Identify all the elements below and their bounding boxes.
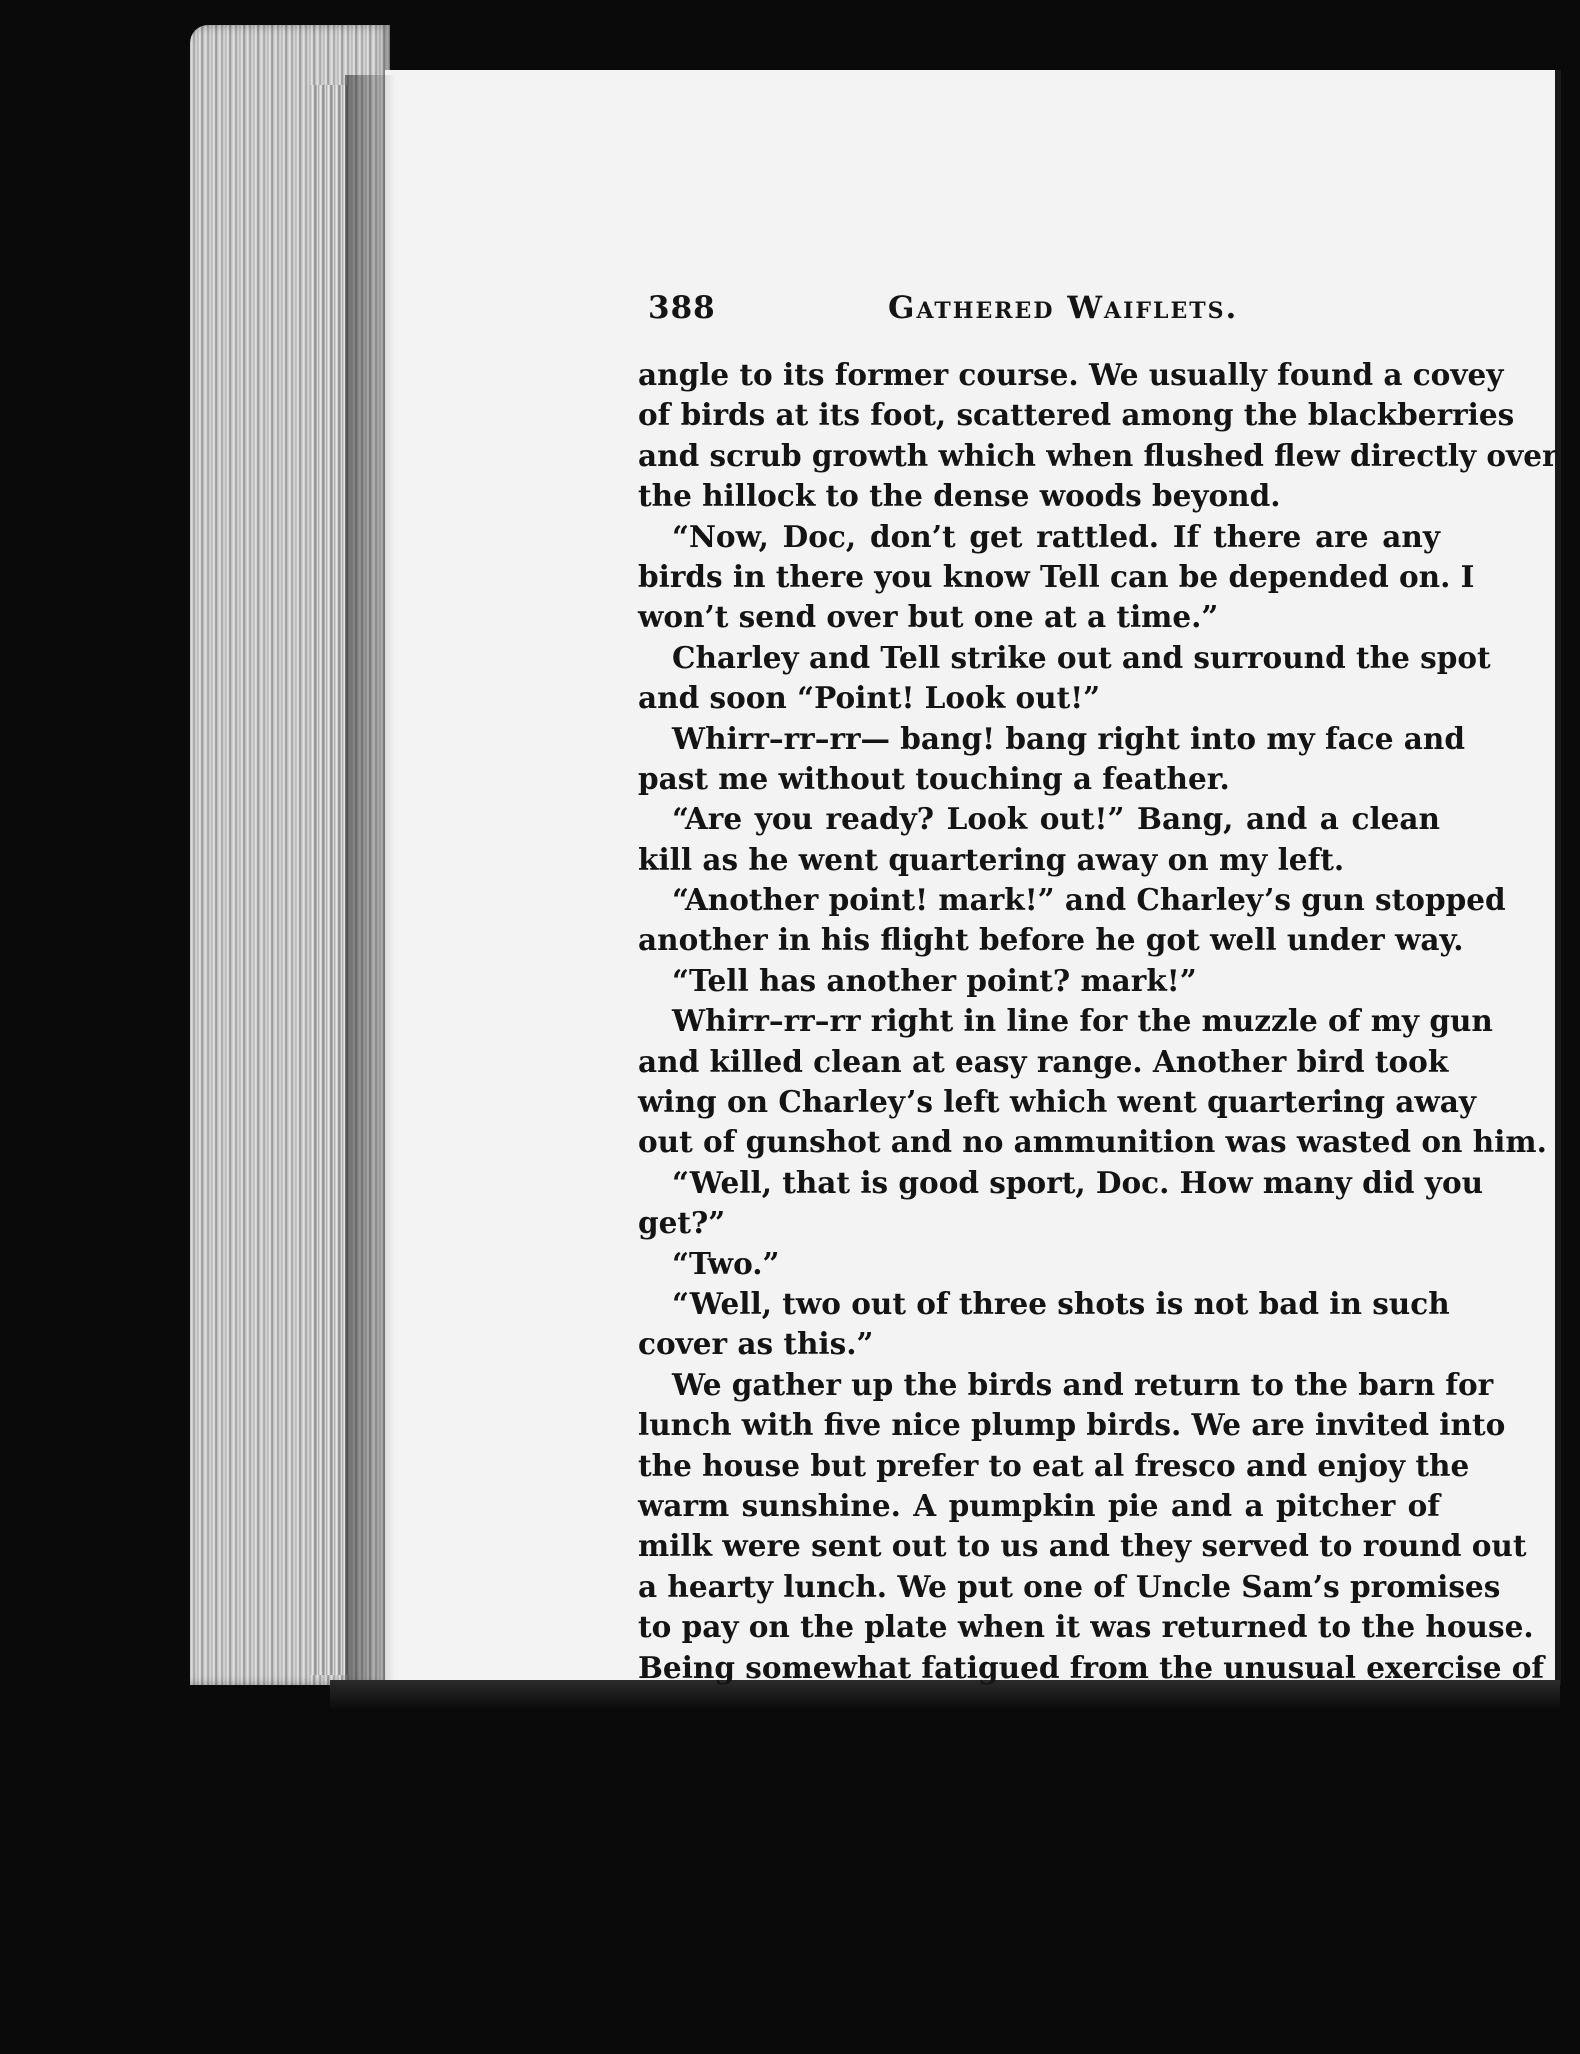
text-line: and soon “Point! Look out!” bbox=[638, 680, 1101, 716]
text-line: Being somewhat fatigued from the unusual exercise of bbox=[638, 1649, 1545, 1685]
running-title: Gathered Waiflets. bbox=[888, 290, 1239, 326]
text-line: angle to its former course. We usually found a covey bbox=[638, 357, 1504, 392]
text-line: Charley and Tell strike out and surround the spot bbox=[672, 639, 1491, 675]
text-line: a hearty lunch. We put one of Uncle Sam’s promises bbox=[638, 1568, 1501, 1604]
text-line: birds in there you know Tell can be depended on. I bbox=[638, 558, 1475, 594]
text-line: another in his flight before he got well under way. bbox=[638, 922, 1464, 958]
text-line: wing on Charley’s left which went quartering away bbox=[638, 1084, 1477, 1120]
text-line: and killed clean at easy range. Another bird took bbox=[638, 1043, 1449, 1079]
text-line: won’t send over but one at a time.” bbox=[638, 599, 1219, 635]
running-head bbox=[648, 290, 1448, 340]
text-line: past me without touching a feather. bbox=[638, 760, 1230, 796]
text-line: “Now, Doc, don’t get rattled. If there are any bbox=[672, 518, 1440, 554]
text-line: “Well, that is good sport, Doc. How many did you bbox=[672, 1164, 1484, 1200]
text-line: lunch with five nice plump birds. We are invited into bbox=[638, 1407, 1506, 1443]
body-text bbox=[638, 355, 1558, 1688]
text-line: Whirr–rr–rr— bang! bang right into my face and bbox=[672, 720, 1465, 756]
text-line: and scrub growth which when flushed flew directly over bbox=[638, 437, 1558, 473]
text-line: the house but prefer to eat al fresco and enjoy the bbox=[638, 1447, 1470, 1483]
gutter-shadow bbox=[345, 75, 395, 1685]
text-line: warm sunshine. A pumpkin pie and a pitcher of bbox=[638, 1487, 1440, 1523]
text-line: get?” bbox=[638, 1205, 726, 1241]
book-page-edges-inner bbox=[310, 85, 350, 1675]
text-line: “Tell has another point? mark!” bbox=[672, 962, 1197, 998]
text-line: milk were sent out to us and they served to round out bbox=[638, 1528, 1527, 1564]
text-line: of birds at its foot, scattered among the blackberries bbox=[638, 397, 1515, 433]
text-line: “Well, two out of three shots is not bad in such bbox=[672, 1285, 1450, 1321]
text-line: to pay on the plate when it was returned to the house. bbox=[638, 1609, 1534, 1645]
text-line: cover as this.” bbox=[638, 1326, 874, 1362]
text-line: We gather up the birds and return to the barn for bbox=[672, 1366, 1494, 1402]
text-line: “Two.” bbox=[672, 1245, 780, 1281]
text-line: out of gunshot and no ammunition was wasted on him. bbox=[638, 1124, 1547, 1160]
text-line: “Are you ready? Look out!” Bang, and a clean bbox=[672, 801, 1440, 837]
text-line: Whirr–rr–rr right in line for the muzzle of my gun bbox=[672, 1003, 1493, 1039]
text-line: kill as he went quartering away on my left. bbox=[638, 841, 1345, 877]
text-line: “Another point! mark!” and Charley’s gun stopped bbox=[672, 882, 1506, 918]
page-number: 388 bbox=[648, 290, 716, 326]
text-line: the hillock to the dense woods beyond. bbox=[638, 478, 1281, 514]
